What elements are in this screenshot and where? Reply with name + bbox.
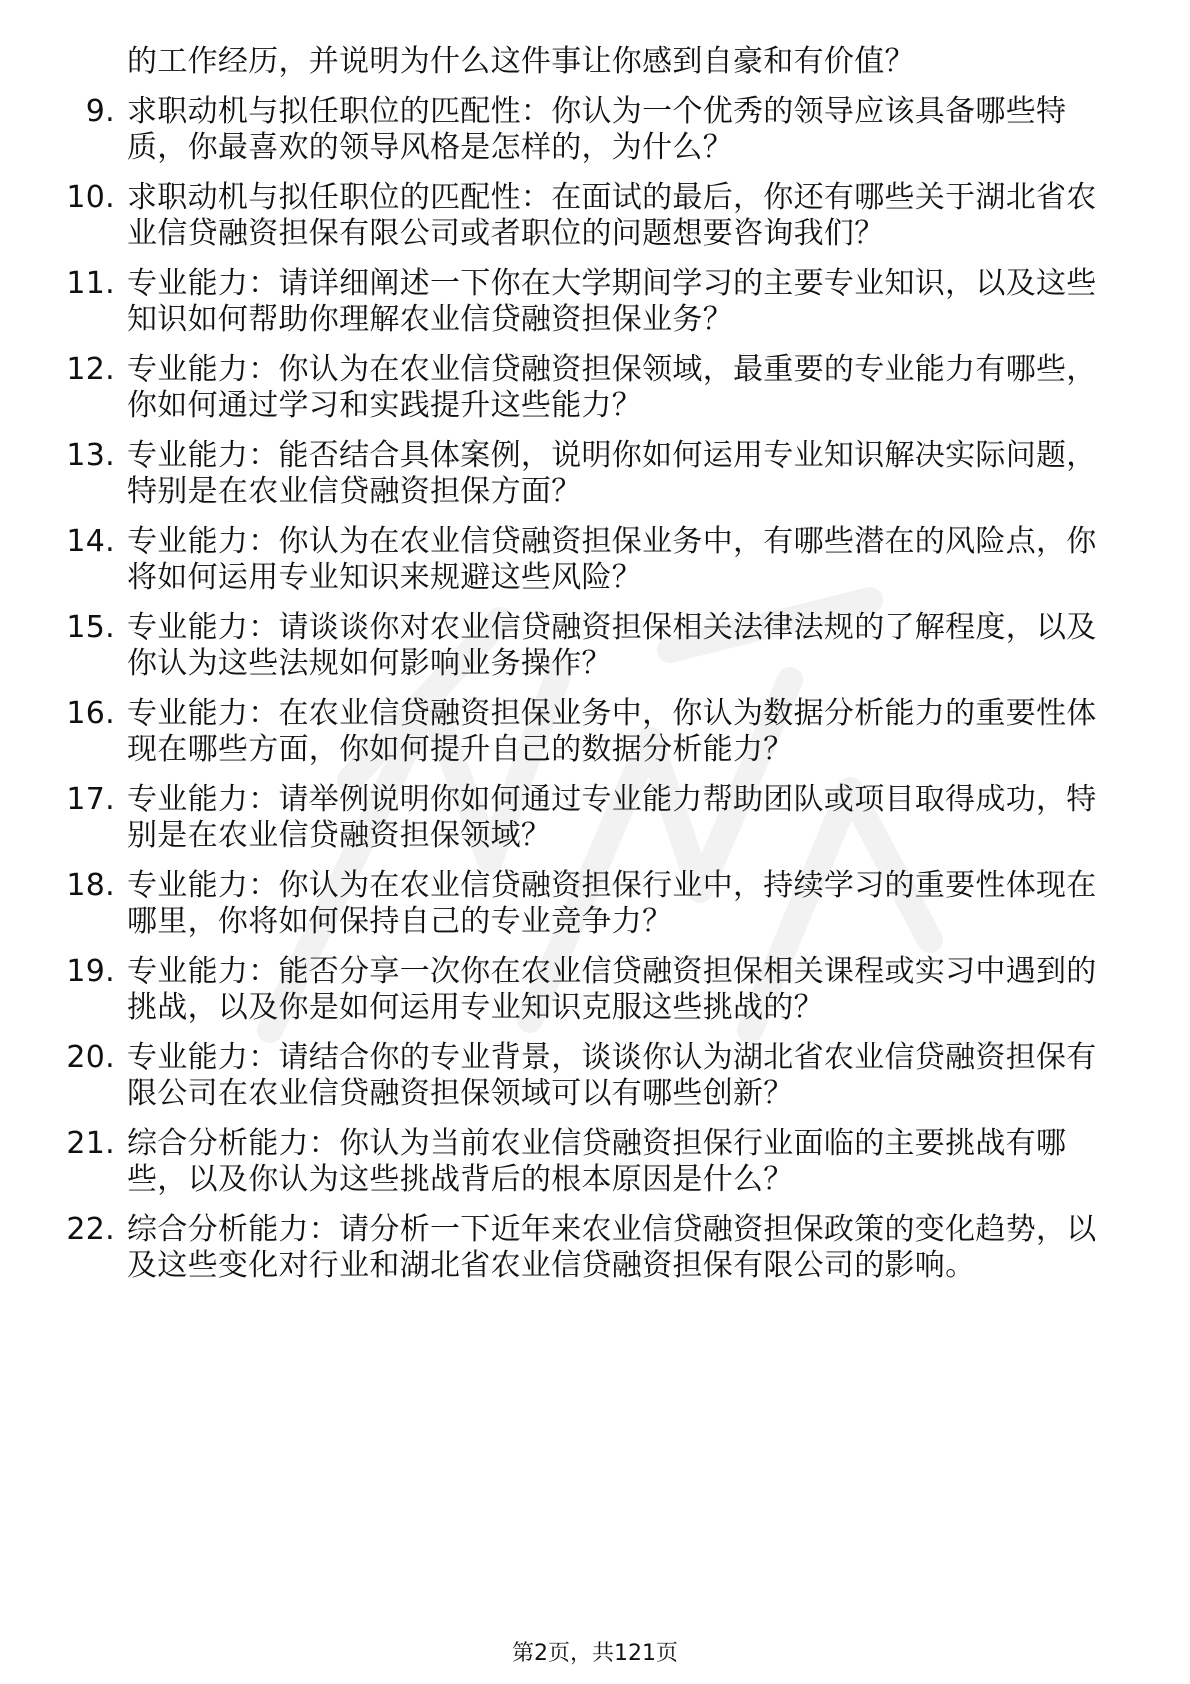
question-number: 17.	[66, 782, 115, 817]
question-number: 22.	[66, 1212, 115, 1247]
question-item	[0, 782, 1107, 854]
question-item	[0, 696, 1107, 768]
question-number: 9.	[85, 94, 115, 129]
question-text: 专业能力：能否结合具体案例，说明你如何运用专业知识解决实际问题，特别是在农业信贷融资担保方面？	[127, 438, 1097, 509]
question-item	[0, 94, 1107, 166]
question-item	[0, 1040, 1107, 1112]
question-number: 15.	[66, 610, 115, 645]
question-number: 18.	[66, 868, 115, 903]
question-text: 专业能力：请详细阐述一下你在大学期间学习的主要专业知识，以及这些知识如何帮助你理解农业信贷融资担保业务？	[127, 266, 1097, 337]
question-number: 12.	[66, 352, 115, 387]
question-item	[0, 524, 1107, 596]
page-footer: 第2页，共121页	[512, 1641, 678, 1666]
question-text: 专业能力：请举例说明你如何通过专业能力帮助团队或项目取得成功，特别是在农业信贷融资担保领域？	[127, 782, 1097, 853]
question-number: 20.	[66, 1040, 115, 1075]
question-item	[0, 954, 1107, 1026]
question-item	[0, 352, 1107, 424]
question-item	[0, 1212, 1107, 1284]
page-content	[0, 44, 1190, 1284]
question-text: 专业能力：请谈谈你对农业信贷融资担保相关法律法规的了解程度，以及你认为这些法规如何影响业务操作？	[127, 610, 1097, 681]
question-text: 综合分析能力：你认为当前农业信贷融资担保行业面临的主要挑战有哪些，以及你认为这些挑战背后的根本原因是什么？	[127, 1126, 1067, 1197]
question-text: 专业能力：能否分享一次你在农业信贷融资担保相关课程或实习中遇到的挑战，以及你是如何运用专业知识克服这些挑战的？	[127, 954, 1097, 1025]
question-number: 19.	[66, 954, 115, 989]
question-text: 求职动机与拟任职位的匹配性：你认为一个优秀的领导应该具备哪些特质，你最喜欢的领导风格是怎样的，为什么？	[127, 94, 1067, 165]
question-text: 专业能力：你认为在农业信贷融资担保领域，最重要的专业能力有哪些，你如何通过学习和实践提升这些能力？	[127, 352, 1097, 423]
question-text: 专业能力：你认为在农业信贷融资担保行业中，持续学习的重要性体现在哪里，你将如何保持自己的专业竞争力？	[127, 868, 1097, 939]
question-number: 14.	[66, 524, 115, 559]
continuation-text: 的工作经历，并说明为什么这件事让你感到自豪和有价值？	[127, 44, 915, 79]
question-number: 10.	[66, 180, 115, 215]
question-text: 专业能力：你认为在农业信贷融资担保业务中，有哪些潜在的风险点，你将如何运用专业知识来规避这些风险？	[127, 524, 1097, 595]
question-item	[0, 610, 1107, 682]
question-item	[0, 1126, 1107, 1198]
question-text: 求职动机与拟任职位的匹配性：在面试的最后，你还有哪些关于湖北省农业信贷融资担保有限公司或者职位的问题想要咨询我们？	[127, 180, 1097, 251]
question-list	[0, 94, 1190, 1284]
question-text: 专业能力：在农业信贷融资担保业务中，你认为数据分析能力的重要性体现在哪些方面，你如何提升自己的数据分析能力？	[127, 696, 1097, 767]
question-text: 专业能力：请结合你的专业背景，谈谈你认为湖北省农业信贷融资担保有限公司在农业信贷融资担保领域可以有哪些创新？	[127, 1040, 1097, 1111]
question-item	[0, 180, 1107, 252]
question-item	[0, 266, 1107, 338]
question-number: 13.	[66, 438, 115, 473]
question-item	[0, 438, 1107, 510]
question-item	[0, 868, 1107, 940]
question-number: 21.	[66, 1126, 115, 1161]
question-number: 11.	[66, 266, 115, 301]
question-text: 综合分析能力：请分析一下近年来农业信贷融资担保政策的变化趋势，以及这些变化对行业和湖北省农业信贷融资担保有限公司的影响。	[127, 1212, 1097, 1283]
question-number: 16.	[66, 696, 115, 731]
